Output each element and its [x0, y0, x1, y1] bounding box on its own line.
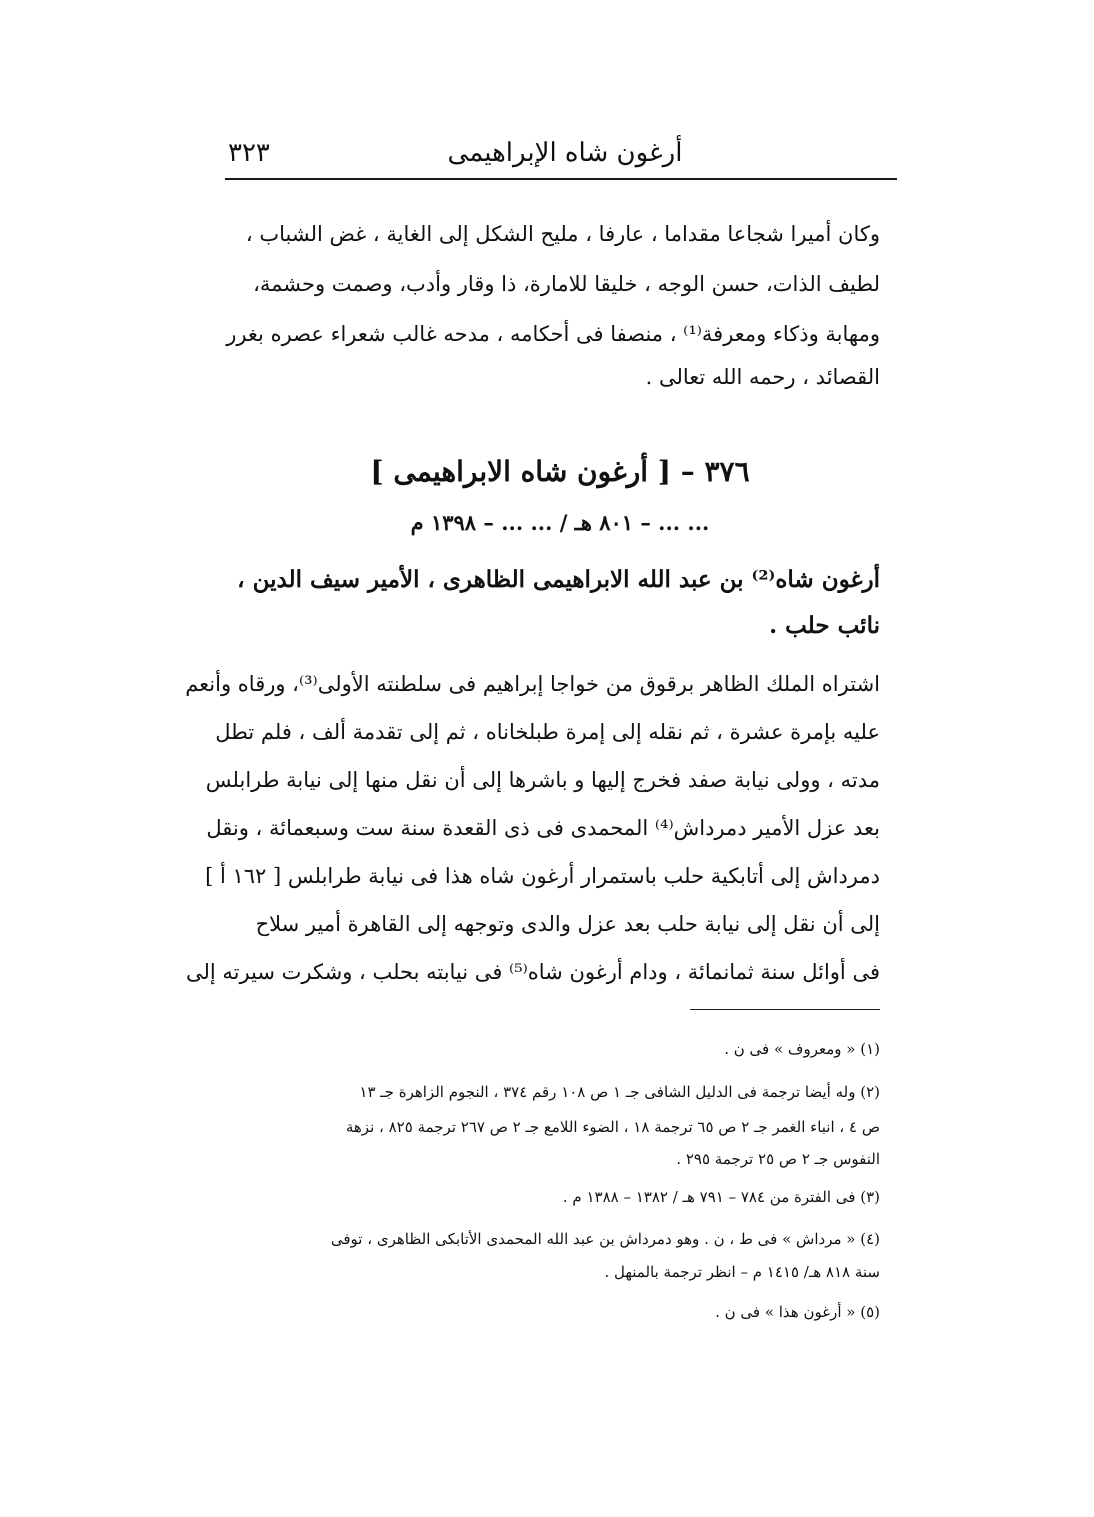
intro-line-3: ومهابة وذكاء ومعرفة⁽¹⁾ ، منصفا فى أحكامه ، مدحه غالب شعراء عصره بغرر	[226, 322, 880, 346]
intro-line-1: وكان أميرا شجاعا مقداما ، عارفا ، مليح الشكل إلى الغاية ، غض الشباب ،	[245, 222, 880, 246]
entry-dates: ... ... – ٨٠١ هـ / ... ... – ١٣٩٨ م	[410, 510, 710, 535]
entry-name-line-2: نائب حلب .	[769, 612, 880, 639]
footnote-2-line-1: (٢) وله أيضا ترجمة فى الدليل الشافى جـ ١ ص ١٠٨ رقم ٣٧٤ ، النجوم الزاهرة جـ ١٣	[359, 1083, 880, 1101]
header-divider	[225, 178, 897, 180]
footnote-4-line-1: (٤) « مرداش » فى ط ، ن . وهو دمرداش بن عبد الله المحمدى الأتابكى الظاهرى ، توفى	[330, 1230, 880, 1248]
footnote-5: (٥) « أرغون هذا » فى ن .	[715, 1303, 880, 1321]
footnote-4-line-2: سنة ٨١٨ هـ/ ١٤١٥ م – انظر ترجمة بالمنهل .	[604, 1263, 880, 1281]
footnote-divider	[690, 1009, 880, 1010]
main-line-4: بعد عزل الأمير دمرداش⁽⁴⁾ المحمدى فى ذى القعدة سنة ست وسبعمائة ، ونقل	[206, 816, 880, 840]
intro-line-4: القصائد ، رحمه الله تعالى .	[645, 365, 880, 389]
page-number: ٣٢٣	[228, 138, 270, 168]
main-line-2: عليه بإمرة عشرة ، ثم نقله إلى إمرة طبلخاناه ، ثم إلى تقدمة ألف ، فلم تطل	[215, 720, 880, 744]
main-line-1: اشتراه الملك الظاهر برقوق من خواجا إبراهيم فى سلطنته الأولى⁽³⁾، ورقاه وأنعم	[185, 672, 880, 696]
footnote-2-line-3: النفوس جـ ٢ ص ٢٥ ترجمة ٢٩٥ .	[676, 1150, 880, 1168]
entry-name-line-1: أرغون شاه⁽²⁾ بن عبد الله الابراهيمى الظاهرى ، الأمير سيف الدين ،	[237, 566, 880, 593]
running-header-title: أرغون شاه الإبراهيمى	[447, 138, 683, 168]
footnote-1: (١) « ومعروف » فى ن .	[724, 1040, 880, 1058]
main-line-7: فى أوائل سنة ثمانمائة ، ودام أرغون شاه⁽⁵⁾ فى نيابته بحلب ، وشكرت سيرته إلى	[185, 960, 880, 984]
main-line-3: مدته ، وولى نيابة صفد فخرج إليها و باشرها إلى أن نقل منها إلى نيابة طرابلس	[205, 768, 880, 792]
footnote-2-line-2: ص ٤ ، انباء الغمر جـ ٢ ص ٦٥ ترجمة ١٨ ، الضوء اللامع جـ ٢ ص ٢٦٧ ترجمة ٨٢٥ ، نزهة	[345, 1118, 880, 1136]
entry-title: ٣٧٦ – [ أرغون شاه الابراهيمى ]	[370, 455, 750, 488]
intro-line-2: لطيف الذات، حسن الوجه ، خليقا للامارة، ذا وقار وأدب، وصمت وحشمة،	[253, 272, 880, 296]
main-line-5: دمرداش إلى أتابكية حلب باستمرار أرغون شاه هذا فى نيابة طرابلس [ ١٦٢ أ ]	[205, 864, 880, 888]
main-line-6: إلى أن نقل إلى نيابة حلب بعد عزل والدى وتوجهه إلى القاهرة أمير سلاح	[255, 912, 880, 936]
footnote-3: (٣) فى الفترة من ٧٨٤ – ٧٩١ هـ / ١٣٨٢ – ١٣٨٨ م .	[562, 1188, 880, 1206]
